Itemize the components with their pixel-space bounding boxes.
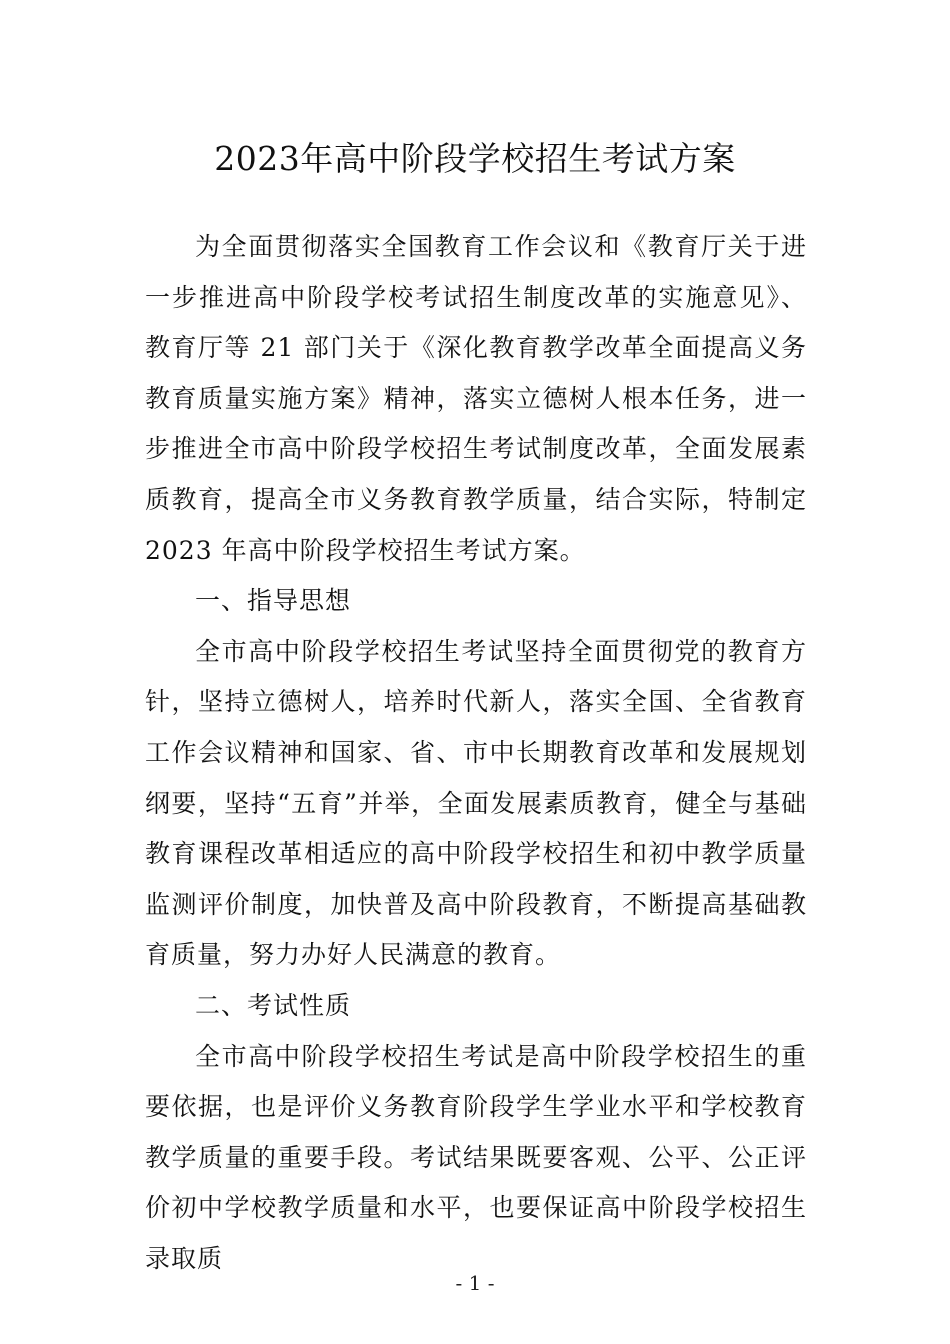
paragraph-exam-nature: 全市高中阶段学校招生考试是高中阶段学校招生的重要依据，也是评价义务教育阶段学生学业水平和学校教育教学质量的重要手段。考试结果既要客观、公平、公正评价初中学校教学质量和水平，也要保证高中阶段学校招生录取质 (145, 1041, 807, 1273)
section-heading-exam-nature: 二、考试性质 (195, 990, 352, 1020)
section-heading-guiding-ideology: 一、指导思想 (195, 586, 352, 616)
document-body (145, 222, 807, 1284)
paragraph-guiding-ideology: 全市高中阶段学校招生考试坚持全面贯彻党的教育方针，坚持立德树人，培养时代新人，落实全国、全省教育工作会议精神和国家、省、市中长期教育改革和发展规划纲要，坚持“五育”并举，全面发展素质教育，健全与基础教育课程改革相适应的高中阶段学校招生和初中教学质量监测评价制度，加快普及高中阶段教育，不断提高基础教育质量，努力办好人民满意的教育。 (145, 636, 807, 970)
paragraph-intro: 为全面贯彻落实全国教育工作会议和《教育厅关于进一步推进高中阶段学校考试招生制度改革的实施意见》、教育厅等 21 部门关于《深化教育教学改革全面提高义务教育质量实施方案》精神，落实立德树人根本任务，进一步推进全市高中阶段学校招生考试制度改革，全面发展素质教育，提高全市义务教育教学质量，结合实际，特制定 2023 年高中阶段学校招生考试方案。 (145, 232, 807, 565)
document-title: 2023年高中阶段学校招生考试方案 (214, 139, 736, 178)
page-number: - 1 - (455, 1271, 495, 1295)
